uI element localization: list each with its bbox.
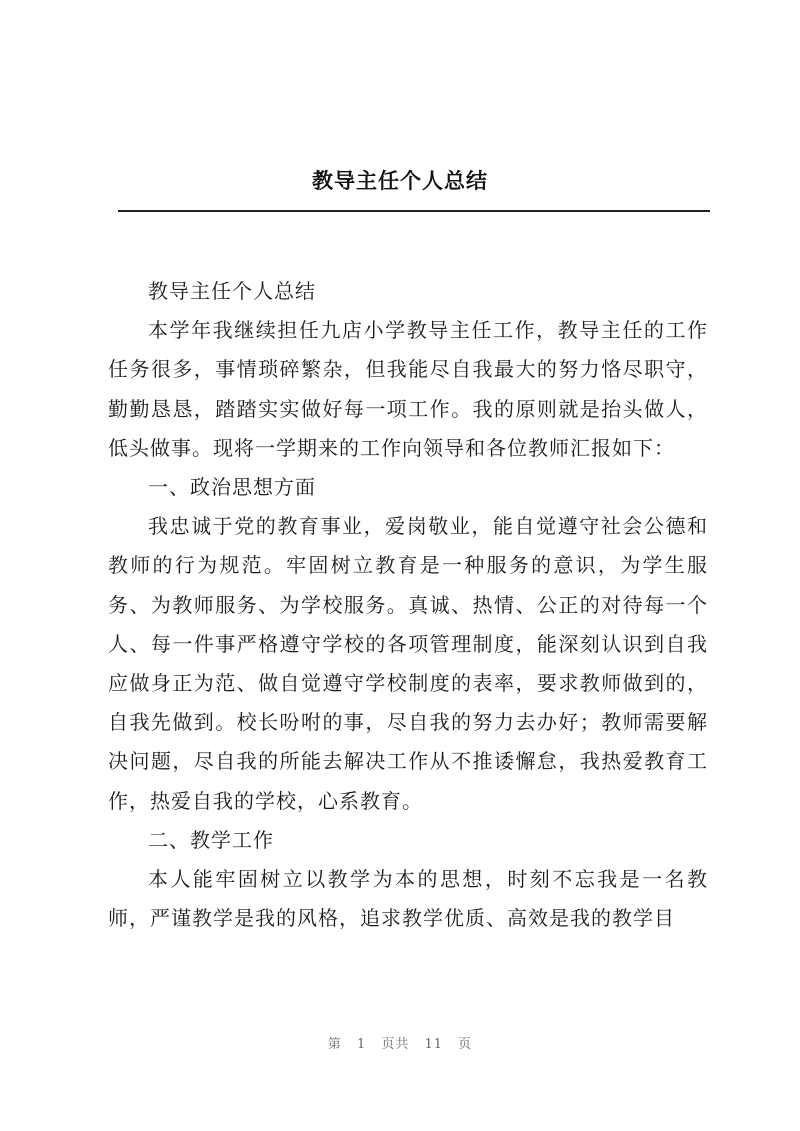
section-heading-teaching: 二、教学工作: [148, 827, 274, 852]
paragraph-heading: 教导主任个人总结: [148, 279, 316, 303]
section-heading-politics: 一、政治思想方面: [148, 475, 316, 500]
title-divider: [118, 210, 710, 212]
paragraph-teaching: 本人能牢固树立以教学为本的思想，时刻不忘我是一名教师，严谨教学是我的风格，追求教学优质、高效是我的教学目: [108, 867, 708, 931]
page-number: 第 1 页共 11 页: [327, 1037, 473, 1052]
paragraph-intro: 本学年我继续担任九店小学教导主任工作，教导主任的工作任务很多，事情琐碎繁杂，但我能尽自我最大的努力恪尽职守，勤勤恳恳，踏踏实实做好每一项工作。我的原则就是抬头做人，低头做事。现将一学期来的工作向领导和各位教师汇报如下：: [108, 318, 708, 460]
document-title: 教导主任个人总结: [312, 168, 488, 193]
document-body: [108, 272, 708, 938]
paragraph-politics: 我忠诚于党的教育事业，爱岗敬业，能自觉遵守社会公德和教师的行为规范。牢固树立教育是一种服务的意识，为学生服务、为教师服务、为学校服务。真诚、热情、公正的对待每一个人、每一件事严格遵守学校的各项管理制度，能深刻认识到自我应做身正为范、做自觉遵守学校制度的表率，要求教师做到的，自我先做到。校长吩咐的事，尽自我的努力去办好；教师需要解决问题，尽自我的所能去解决工作从不推诿懈怠，我热爱教育工作，热爱自我的学校，心系教育。: [108, 514, 708, 813]
